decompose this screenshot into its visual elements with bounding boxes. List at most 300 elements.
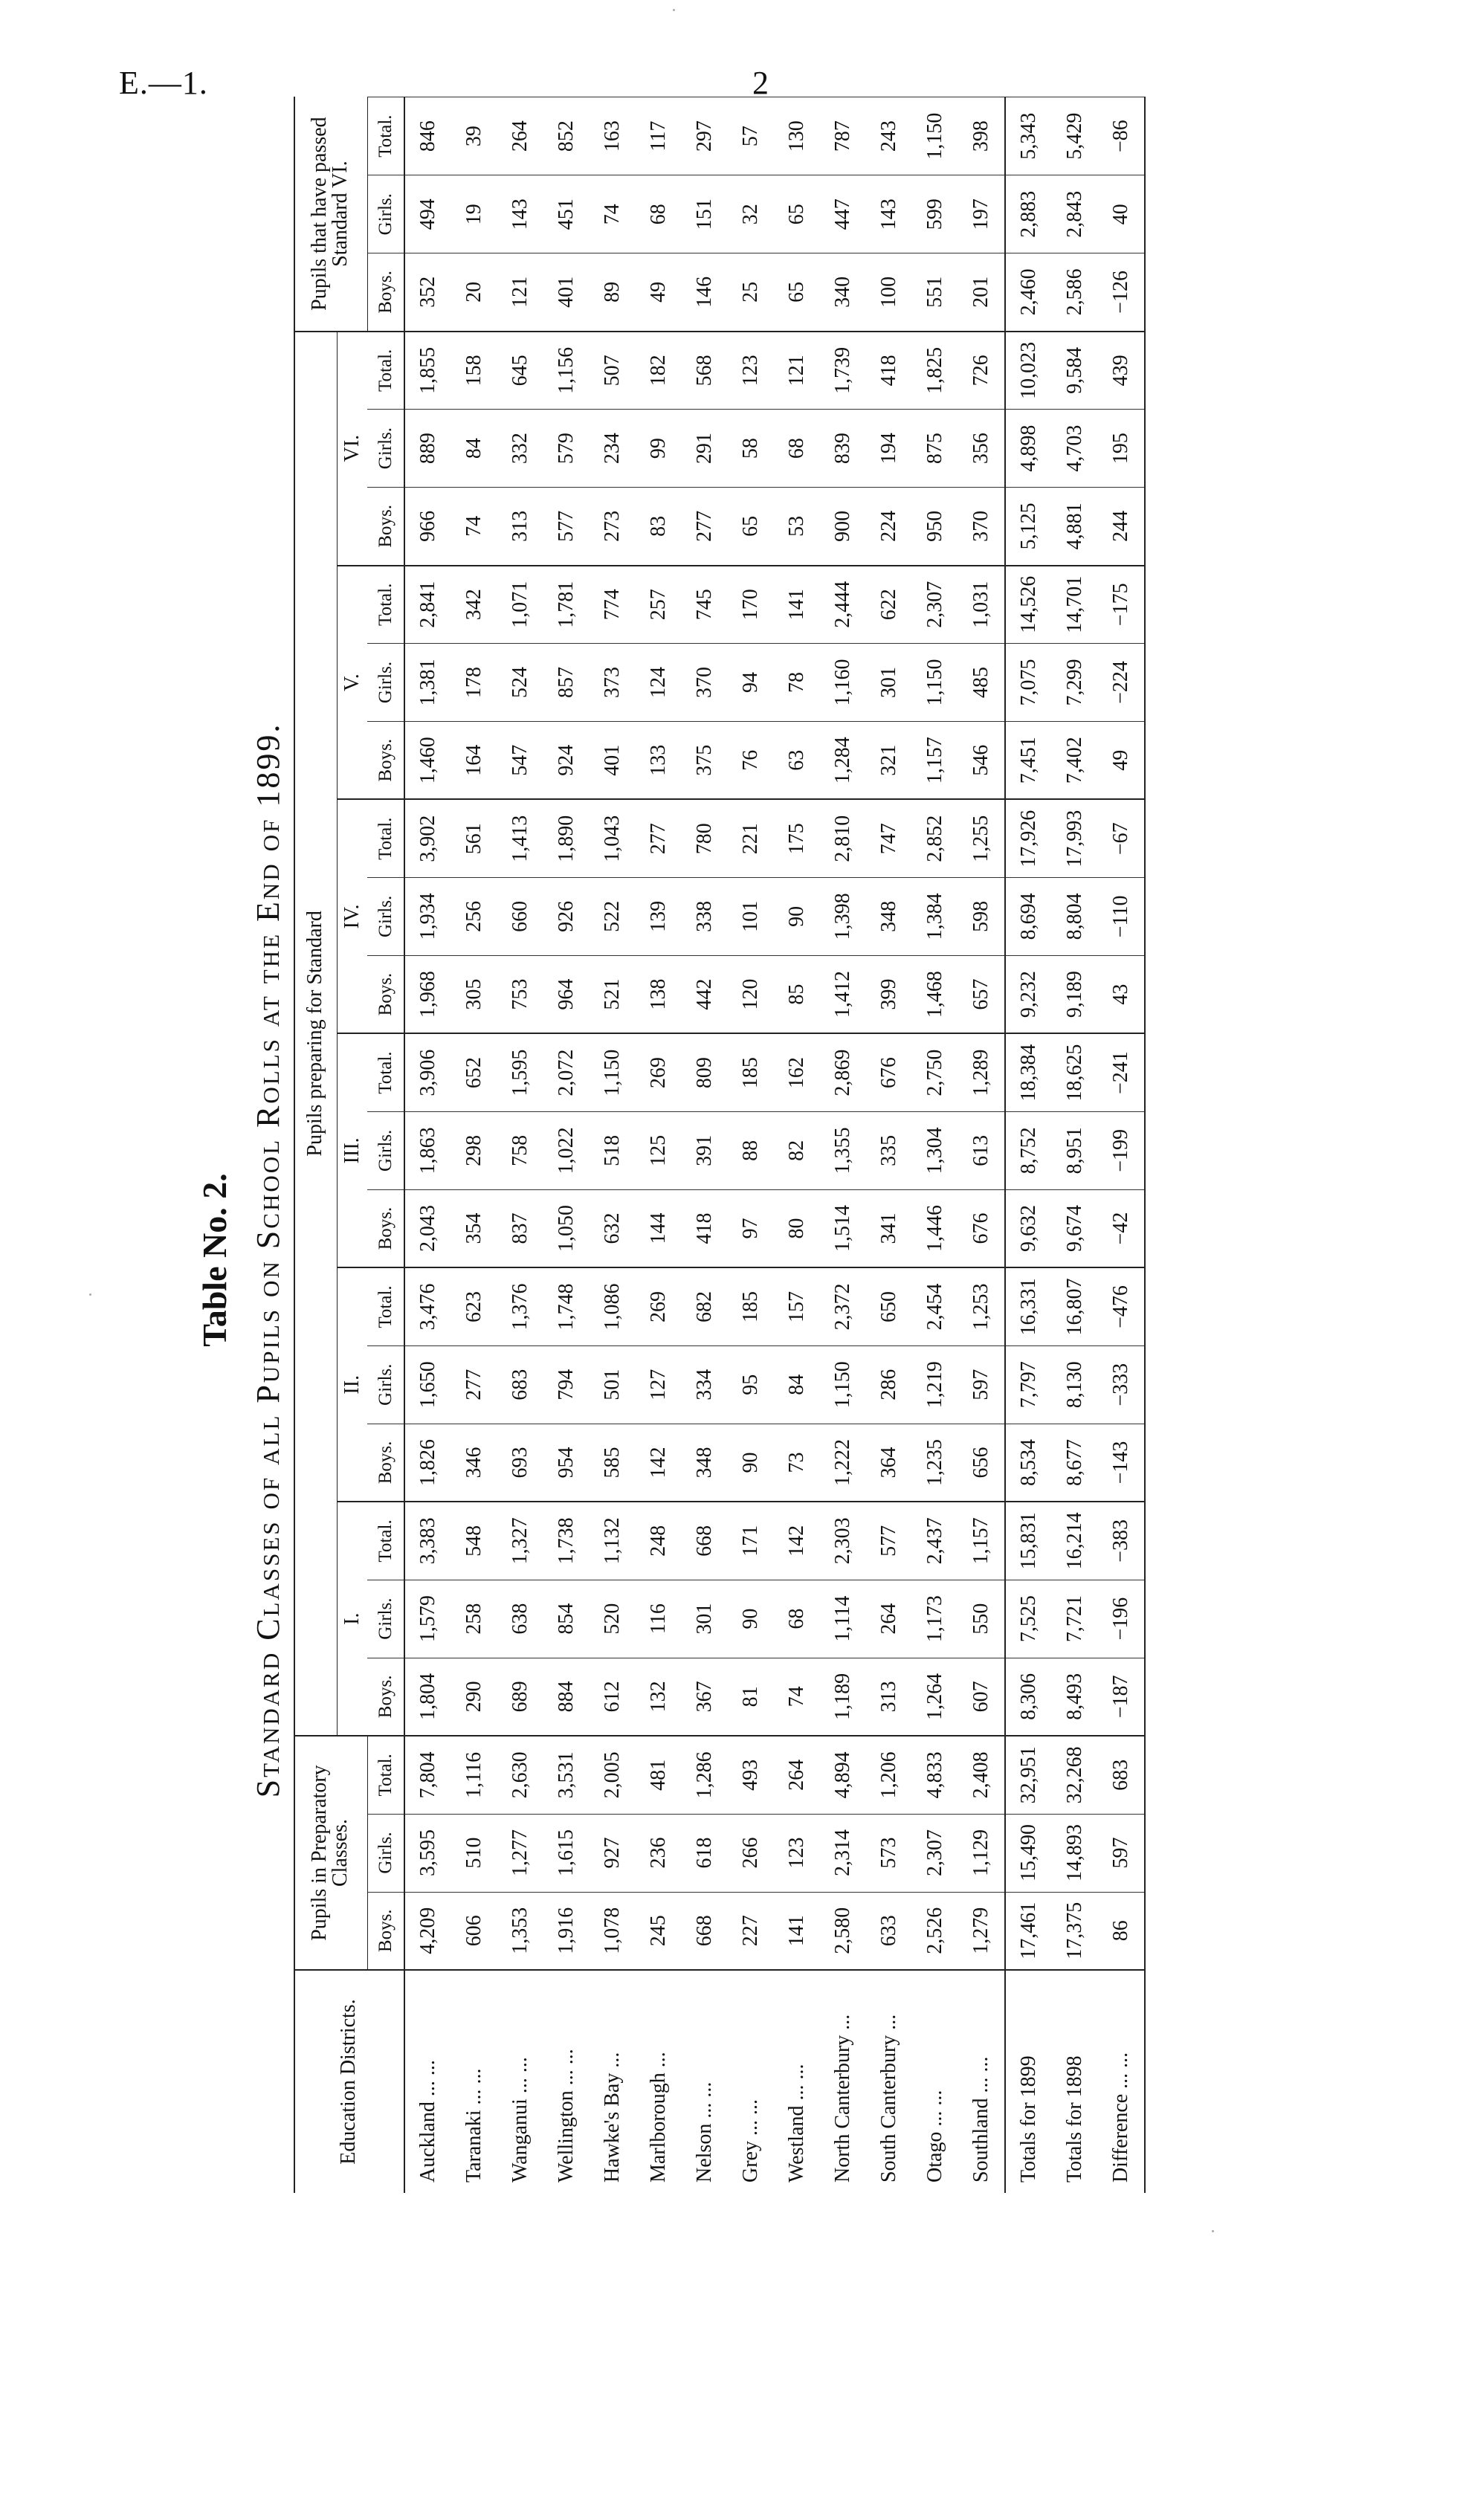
table-cell: 1,650 <box>404 1345 451 1424</box>
table-cell: −241 <box>1098 1033 1145 1111</box>
table-cell: 1,739 <box>820 332 866 410</box>
table-cell: 1,890 <box>543 799 590 877</box>
subheader-boys: Boys. <box>367 1424 404 1502</box>
subheader-girls: Girls. <box>367 175 404 253</box>
table-cell: 348 <box>866 877 912 955</box>
table-cell: 138 <box>636 955 682 1033</box>
subheader-total: Total. <box>367 799 404 877</box>
district-name: Southland ... ... <box>958 1970 1005 2193</box>
table-cell: 1,156 <box>543 332 590 410</box>
table-row <box>543 97 590 2194</box>
district-name: Grey ... ... <box>728 1970 774 2193</box>
table-cell: 266 <box>728 1814 774 1892</box>
table-cell: 4,881 <box>1052 488 1098 566</box>
table-cell: 164 <box>451 722 497 800</box>
table-cell: 18,384 <box>1005 1033 1052 1111</box>
table-cell: 418 <box>866 332 912 410</box>
table-cell: 123 <box>728 332 774 410</box>
table-cell: 127 <box>636 1345 682 1424</box>
table-cell: 548 <box>451 1502 497 1580</box>
table-row <box>958 97 1005 2194</box>
table-cell: 747 <box>866 799 912 877</box>
table-cell: 142 <box>774 1502 820 1580</box>
table-cell: 78 <box>774 644 820 722</box>
table-row <box>636 97 682 2194</box>
table-cell: 65 <box>774 175 820 253</box>
table-cell: 7,797 <box>1005 1345 1052 1424</box>
table-cell: 348 <box>682 1424 728 1502</box>
table-cell: 510 <box>451 1814 497 1892</box>
table-cell: 493 <box>728 1736 774 1814</box>
table-cell: 76 <box>728 722 774 800</box>
table-cell: 650 <box>866 1267 912 1345</box>
table-cell: 398 <box>958 97 1005 175</box>
table-cell: 84 <box>451 410 497 488</box>
table-cell: 2,444 <box>820 566 866 644</box>
table-cell: 485 <box>958 644 1005 722</box>
table-cell: 1,222 <box>820 1424 866 1502</box>
table-cell: 524 <box>497 644 543 722</box>
standard-classes-table <box>294 97 1146 2193</box>
table-cell: 656 <box>958 1424 1005 1502</box>
table-cell: 1,381 <box>404 644 451 722</box>
table-cell: 839 <box>820 410 866 488</box>
subheader-total: Total. <box>367 332 404 410</box>
table-cell: 1,206 <box>866 1736 912 1814</box>
table-cell: 612 <box>590 1658 636 1736</box>
table-cell: −42 <box>1098 1189 1145 1267</box>
table-cell: 1,413 <box>497 799 543 877</box>
table-cell: 1,826 <box>404 1424 451 1502</box>
table-cell: 809 <box>682 1033 728 1111</box>
table-cell: 170 <box>728 566 774 644</box>
table-cell: 9,232 <box>1005 955 1052 1033</box>
table-cell: 5,429 <box>1052 97 1098 175</box>
table-cell: 185 <box>728 1033 774 1111</box>
table-cell: 32,951 <box>1005 1736 1052 1814</box>
table-cell: 234 <box>590 410 636 488</box>
table-cell: 277 <box>636 799 682 877</box>
table-cell: 1,460 <box>404 722 451 800</box>
table-cell: 1,150 <box>820 1345 866 1424</box>
table-cell: 143 <box>497 175 543 253</box>
table-cell: 151 <box>682 175 728 253</box>
table-cell: 599 <box>912 175 958 253</box>
table-cell: 924 <box>543 722 590 800</box>
table-row <box>590 97 636 2194</box>
table-cell: 7,721 <box>1052 1580 1098 1658</box>
subheader-girls: Girls. <box>367 1345 404 1424</box>
table-cell: 1,157 <box>912 722 958 800</box>
table-cell: 745 <box>682 566 728 644</box>
table-cell: 399 <box>866 955 912 1033</box>
table-title: Table No. 2. <box>196 1173 233 1347</box>
table-cell: 1,031 <box>958 566 1005 644</box>
table-cell: 1,050 <box>543 1189 590 1267</box>
table-cell: 40 <box>1098 175 1145 253</box>
table-cell: 32,268 <box>1052 1736 1098 1814</box>
table-cell: −67 <box>1098 799 1145 877</box>
table-cell: 16,807 <box>1052 1267 1098 1345</box>
district-name: Otago ... ... <box>912 1970 958 2193</box>
table-cell: 125 <box>636 1111 682 1189</box>
table-cell: −126 <box>1098 253 1145 332</box>
table-cell: 1,279 <box>958 1892 1005 1970</box>
table-cell: 99 <box>636 410 682 488</box>
table-cell: 2,454 <box>912 1267 958 1345</box>
table-cell: 926 <box>543 877 590 955</box>
table-cell: 4,894 <box>820 1736 866 1814</box>
table-cell: 17,993 <box>1052 799 1098 877</box>
table-cell: 313 <box>866 1658 912 1736</box>
table-cell: 1,781 <box>543 566 590 644</box>
table-cell: 753 <box>497 955 543 1033</box>
table-cell: 19 <box>451 175 497 253</box>
table-cell: 1,253 <box>958 1267 1005 1345</box>
table-cell: 481 <box>636 1736 682 1814</box>
table-cell: 346 <box>451 1424 497 1502</box>
table-cell: 1,255 <box>958 799 1005 877</box>
table-cell: 1,157 <box>958 1502 1005 1580</box>
table-cell: 171 <box>728 1502 774 1580</box>
table-cell: 857 <box>543 644 590 722</box>
table-body <box>404 97 1145 2194</box>
subheader-boys: Boys. <box>367 722 404 800</box>
table-cell: 8,752 <box>1005 1111 1052 1189</box>
district-name: Westland ... ... <box>774 1970 820 2193</box>
table-cell: 8,306 <box>1005 1658 1052 1736</box>
table-cell: 547 <box>497 722 543 800</box>
table-cell: 2,841 <box>404 566 451 644</box>
table-cell: 84 <box>774 1345 820 1424</box>
table-cell: 18,625 <box>1052 1033 1098 1111</box>
table-cell: 301 <box>682 1580 728 1658</box>
table-cell: 8,130 <box>1052 1345 1098 1424</box>
table-cell: 74 <box>774 1658 820 1736</box>
table-cell: 613 <box>958 1111 1005 1189</box>
header-standard-vi: VI. <box>338 332 368 566</box>
table-cell: 86 <box>1098 1892 1145 1970</box>
table-cell: 291 <box>682 410 728 488</box>
table-cell: 442 <box>682 955 728 1033</box>
district-name: Marlborough ... <box>636 1970 682 2193</box>
subheader-girls: Girls. <box>367 1580 404 1658</box>
header-preparatory-classes: Pupils in Preparatory Classes. <box>294 1736 367 1970</box>
table-cell: 1,284 <box>820 722 866 800</box>
table-cell: 1,114 <box>820 1580 866 1658</box>
table-cell: 15,490 <box>1005 1814 1052 1892</box>
district-name: Taranaki ... ... <box>451 1970 497 2193</box>
table-cell: 94 <box>728 644 774 722</box>
table-cell: −175 <box>1098 566 1145 644</box>
table-cell: 74 <box>451 488 497 566</box>
table-cell: 375 <box>682 722 728 800</box>
table-cell: 561 <box>451 799 497 877</box>
table-cell: 1,855 <box>404 332 451 410</box>
table-cell: 884 <box>543 1658 590 1736</box>
table-cell: 17,461 <box>1005 1892 1052 1970</box>
subheader-boys: Boys. <box>367 1658 404 1736</box>
table-cell: 123 <box>774 1814 820 1892</box>
table-cell: 854 <box>543 1580 590 1658</box>
table-cell: 17,375 <box>1052 1892 1098 1970</box>
table-cell: 245 <box>636 1892 682 1970</box>
table-cell: 585 <box>590 1424 636 1502</box>
table-cell: 90 <box>728 1580 774 1658</box>
table-cell: 8,694 <box>1005 877 1052 955</box>
table-cell: 2,460 <box>1005 253 1052 332</box>
table-cell: 10,023 <box>1005 332 1052 410</box>
table-cell: 297 <box>682 97 728 175</box>
table-cell: 1,384 <box>912 877 958 955</box>
table-cell: 4,833 <box>912 1736 958 1814</box>
table-cell: 82 <box>774 1111 820 1189</box>
table-cell: −199 <box>1098 1111 1145 1189</box>
table-cell: 53 <box>774 488 820 566</box>
table-cell: 7,299 <box>1052 644 1098 722</box>
table-cell: 39 <box>451 97 497 175</box>
table-cell: 298 <box>451 1111 497 1189</box>
table-cell: 4,898 <box>1005 410 1052 488</box>
table-cell: 130 <box>774 97 820 175</box>
district-name: Totals for 1898 <box>1052 1970 1098 2193</box>
table-cell: 90 <box>728 1424 774 1502</box>
table-cell: 120 <box>728 955 774 1033</box>
table-cell: 1,579 <box>404 1580 451 1658</box>
table-cell: 221 <box>728 799 774 877</box>
subheader-boys: Boys. <box>367 955 404 1033</box>
table-cell: 256 <box>451 877 497 955</box>
table-cell: 622 <box>866 566 912 644</box>
table-cell: 1,398 <box>820 877 866 955</box>
table-cell: 501 <box>590 1345 636 1424</box>
table-cell: 451 <box>543 175 590 253</box>
table-cell: 494 <box>404 175 451 253</box>
table-cell: 3,531 <box>543 1736 590 1814</box>
table-cell: 257 <box>636 566 682 644</box>
table-row <box>912 97 958 2194</box>
table-cell: 1,022 <box>543 1111 590 1189</box>
table-cell: 3,906 <box>404 1033 451 1111</box>
table-cell: 2,043 <box>404 1189 451 1267</box>
table-cell: 20 <box>451 253 497 332</box>
table-cell: 1,934 <box>404 877 451 955</box>
table-cell: 185 <box>728 1267 774 1345</box>
district-name: Auckland ... ... <box>404 1970 451 2193</box>
table-row <box>1005 97 1052 2194</box>
table-cell: 521 <box>590 955 636 1033</box>
subheader-total: Total. <box>367 1033 404 1111</box>
district-name: North Canterbury ... <box>820 1970 866 2193</box>
table-cell: 17,926 <box>1005 799 1052 877</box>
table-cell: 224 <box>866 488 912 566</box>
table-cell: 352 <box>404 253 451 332</box>
table-cell: 1,150 <box>590 1033 636 1111</box>
table-cell: 1,304 <box>912 1111 958 1189</box>
table-cell: 83 <box>636 488 682 566</box>
table-cell: −110 <box>1098 877 1145 955</box>
table-cell: 81 <box>728 1658 774 1736</box>
table-cell: 7,075 <box>1005 644 1052 722</box>
table-cell: 16,331 <box>1005 1267 1052 1345</box>
table-cell: 418 <box>682 1189 728 1267</box>
table-cell: 2,303 <box>820 1502 866 1580</box>
table-cell: 264 <box>497 97 543 175</box>
table-cell: 1,412 <box>820 955 866 1033</box>
table-cell: 1,825 <box>912 332 958 410</box>
table-cell: 121 <box>497 253 543 332</box>
table-cell: 264 <box>866 1580 912 1658</box>
table-cell: 573 <box>866 1814 912 1892</box>
table-cell: 65 <box>774 253 820 332</box>
table-cell: 258 <box>451 1580 497 1658</box>
table-cell: 142 <box>636 1424 682 1502</box>
table-cell: −383 <box>1098 1502 1145 1580</box>
table-cell: −86 <box>1098 97 1145 175</box>
table-cell: 950 <box>912 488 958 566</box>
table-cell: 900 <box>820 488 866 566</box>
table-cell: 97 <box>728 1189 774 1267</box>
table-cell: 3,595 <box>404 1814 451 1892</box>
subheader-row <box>367 97 404 2194</box>
header-preparing-for-standard: Pupils preparing for Standard <box>294 332 338 1736</box>
table-cell: 197 <box>958 175 1005 253</box>
table-cell: 68 <box>636 175 682 253</box>
table-cell: 568 <box>682 332 728 410</box>
table-cell: 356 <box>958 410 1005 488</box>
table-cell: 1,132 <box>590 1502 636 1580</box>
table-cell: 178 <box>451 644 497 722</box>
table-cell: 9,632 <box>1005 1189 1052 1267</box>
table-cell: 95 <box>728 1345 774 1424</box>
table-cell: 338 <box>682 877 728 955</box>
table-cell: 141 <box>774 566 820 644</box>
table-cell: 340 <box>820 253 866 332</box>
table-cell: 144 <box>636 1189 682 1267</box>
table-cell: 332 <box>497 410 543 488</box>
table-cell: 2,307 <box>912 566 958 644</box>
table-cell: 660 <box>497 877 543 955</box>
table-cell: 683 <box>1098 1736 1145 1814</box>
table-cell: 162 <box>774 1033 820 1111</box>
district-name: Totals for 1899 <box>1005 1970 1052 2193</box>
table-cell: 623 <box>451 1267 497 1345</box>
table-cell: 597 <box>958 1345 1005 1424</box>
table-cell: 68 <box>774 1580 820 1658</box>
table-cell: 74 <box>590 175 636 253</box>
table-cell: 964 <box>543 955 590 1033</box>
table-cell: 290 <box>451 1658 497 1736</box>
header-standard-i: I. <box>338 1502 368 1736</box>
table-cell: 163 <box>590 97 636 175</box>
table-cell: 689 <box>497 1658 543 1736</box>
table-cell: 286 <box>866 1345 912 1424</box>
table-cell: 2,005 <box>590 1736 636 1814</box>
table-cell: 577 <box>543 488 590 566</box>
table-cell: 2,630 <box>497 1736 543 1814</box>
table-cell: 1,116 <box>451 1736 497 1814</box>
table-cell: 25 <box>728 253 774 332</box>
table-cell: 1,129 <box>958 1814 1005 1892</box>
district-name: Difference ... ... <box>1098 1970 1145 2193</box>
table-row <box>728 97 774 2194</box>
table-cell: 195 <box>1098 410 1145 488</box>
table-cell: 132 <box>636 1658 682 1736</box>
table-cell: 3,476 <box>404 1267 451 1345</box>
table-cell: 370 <box>682 644 728 722</box>
table-cell: −333 <box>1098 1345 1145 1424</box>
table-cell: 520 <box>590 1580 636 1658</box>
table-cell: 1,078 <box>590 1892 636 1970</box>
table-cell: 182 <box>636 332 682 410</box>
table-cell: 2,852 <box>912 799 958 877</box>
table-cell: 3,902 <box>404 799 451 877</box>
table-cell: 1,376 <box>497 1267 543 1345</box>
table-cell: 1,514 <box>820 1189 866 1267</box>
table-cell: 1,286 <box>682 1736 728 1814</box>
table-cell: 2,869 <box>820 1033 866 1111</box>
subheader-total: Total. <box>367 97 404 175</box>
table-cell: 236 <box>636 1814 682 1892</box>
table-cell: 2,580 <box>820 1892 866 1970</box>
title-block <box>195 0 287 2520</box>
table-cell: 2,372 <box>820 1267 866 1345</box>
table-cell: 1,219 <box>912 1345 958 1424</box>
table-cell: 2,750 <box>912 1033 958 1111</box>
table-cell: 682 <box>682 1267 728 1345</box>
table-cell: 14,526 <box>1005 566 1052 644</box>
table-cell: 16,214 <box>1052 1502 1098 1580</box>
table-cell: 401 <box>590 722 636 800</box>
table-cell: 14,893 <box>1052 1814 1098 1892</box>
table-cell: 668 <box>682 1892 728 1970</box>
table-cell: 1,235 <box>912 1424 958 1502</box>
header-standard-v: V. <box>338 566 368 800</box>
table-row <box>1098 97 1145 2194</box>
district-name: Wanganui ... ... <box>497 1970 543 2193</box>
table-cell: 579 <box>543 410 590 488</box>
table-cell: 305 <box>451 955 497 1033</box>
table-cell: 342 <box>451 566 497 644</box>
table-cell: 652 <box>451 1033 497 1111</box>
table-cell: 837 <box>497 1189 543 1267</box>
header-standard-iv: IV. <box>338 799 368 1033</box>
table-cell: 598 <box>958 877 1005 955</box>
table-cell: 139 <box>636 877 682 955</box>
document-reference: E.—1. <box>119 65 208 101</box>
table-cell: 264 <box>774 1736 820 1814</box>
table-cell: 201 <box>958 253 1005 332</box>
table-cell: 49 <box>1098 722 1145 800</box>
table-cell: 618 <box>682 1814 728 1892</box>
table-cell: 1,968 <box>404 955 451 1033</box>
table-cell: 852 <box>543 97 590 175</box>
subheader-girls: Girls. <box>367 644 404 722</box>
table-cell: 8,534 <box>1005 1424 1052 1502</box>
table-cell: 693 <box>497 1424 543 1502</box>
table-cell: 676 <box>958 1189 1005 1267</box>
table-cell: 546 <box>958 722 1005 800</box>
table-cell: 607 <box>958 1658 1005 1736</box>
table-cell: 726 <box>958 332 1005 410</box>
table-cell: 1,468 <box>912 955 958 1033</box>
table-cell: 1,446 <box>912 1189 958 1267</box>
table-cell: 846 <box>404 97 451 175</box>
district-name: Nelson ... ... <box>682 1970 728 2193</box>
table-cell: 1,595 <box>497 1033 543 1111</box>
table-cell: 657 <box>958 955 1005 1033</box>
table-cell: 243 <box>866 97 912 175</box>
